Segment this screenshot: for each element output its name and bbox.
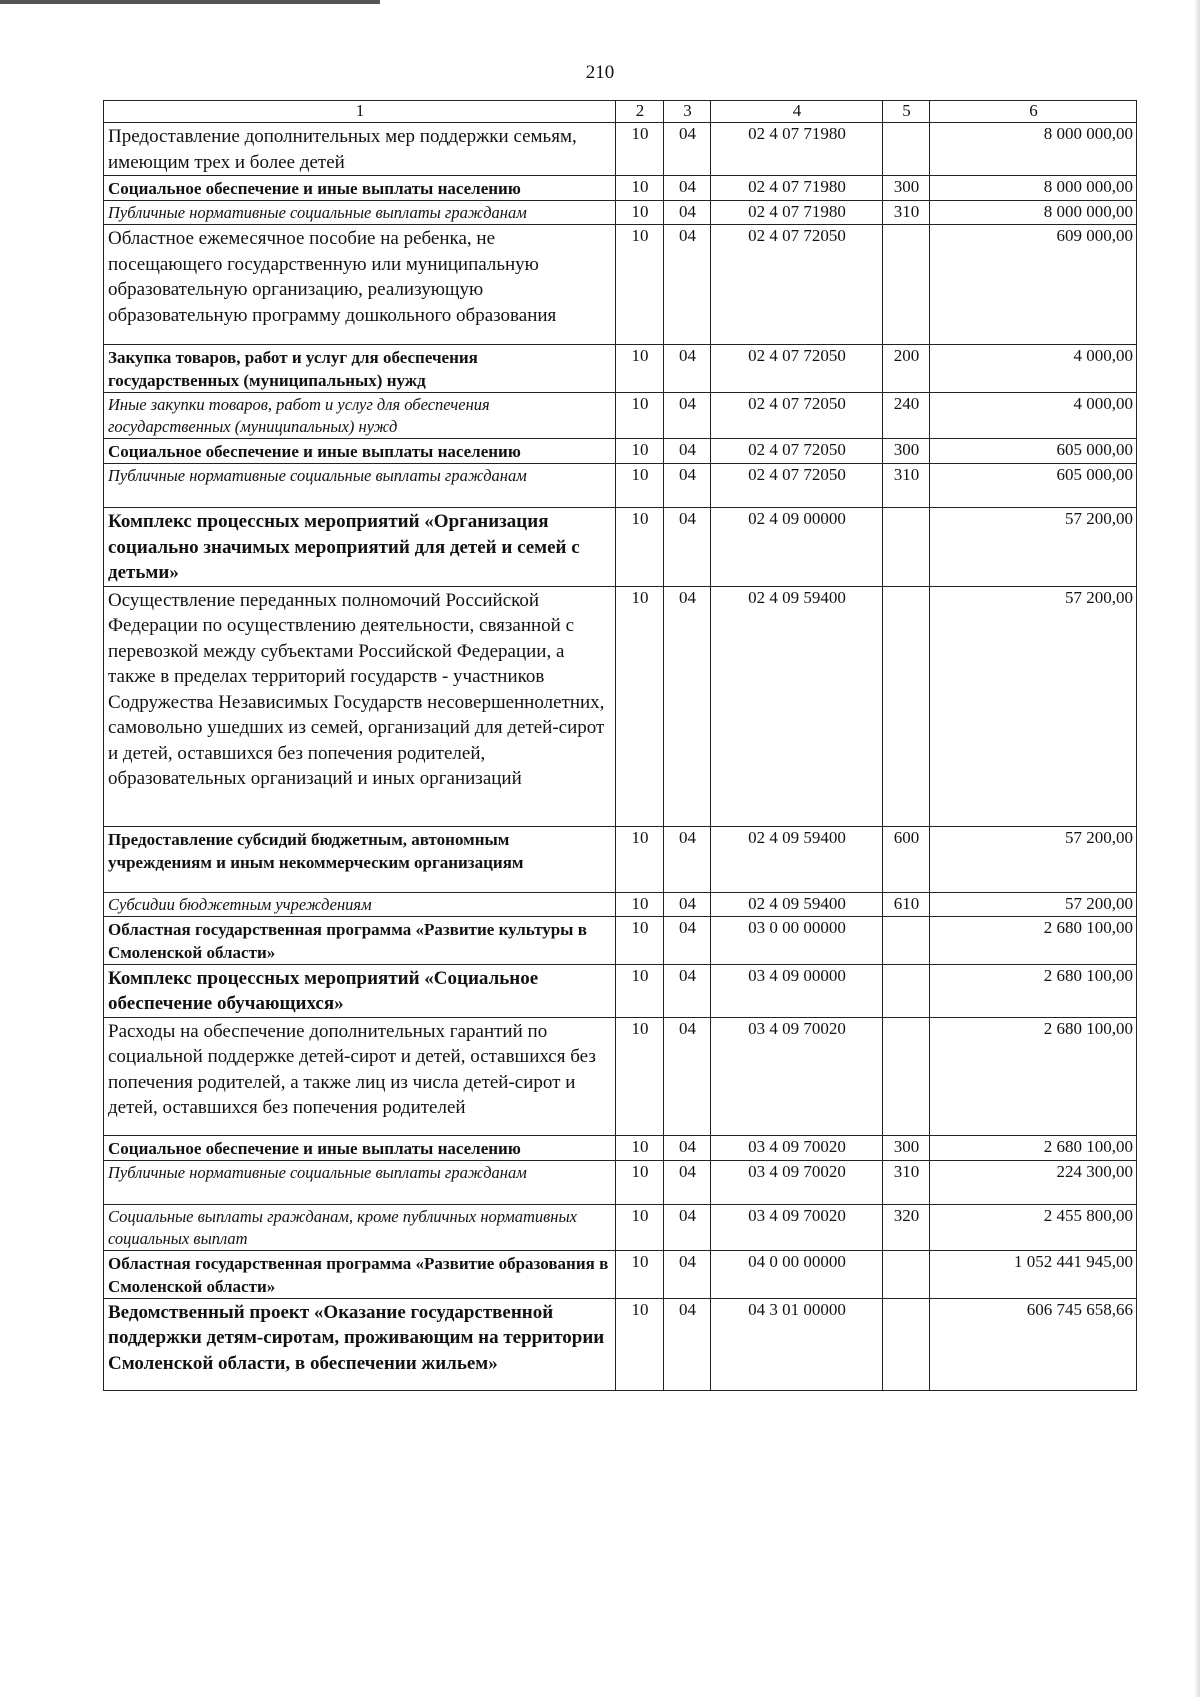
cell-amount: 609 000,00 xyxy=(930,225,1137,345)
cell-section: 10 xyxy=(616,225,664,345)
column-header-1: 1 xyxy=(104,101,616,123)
cell-target-article: 02 4 07 72050 xyxy=(711,393,883,439)
cell-amount: 2 680 100,00 xyxy=(930,916,1137,964)
cell-name: Расходы на обеспечение дополнительных гарантий по социальной поддержке детей-сирот и детей, оставшихся без попечения родителей, а также лиц из числа детей-сирот и детей, оставшихся без попечения родителей xyxy=(104,1017,616,1135)
cell-amount: 1 052 441 945,00 xyxy=(930,1250,1137,1298)
cell-target-article: 02 4 09 59400 xyxy=(711,826,883,892)
page-edge-shadow xyxy=(1194,0,1200,1697)
cell-expense-type xyxy=(883,225,930,345)
cell-target-article: 02 4 07 72050 xyxy=(711,464,883,508)
cell-subsection: 04 xyxy=(664,439,711,464)
cell-section: 10 xyxy=(616,1160,664,1204)
cell-section: 10 xyxy=(616,1298,664,1390)
cell-subsection: 04 xyxy=(664,508,711,587)
cell-expense-type xyxy=(883,964,930,1017)
table-row xyxy=(104,123,1137,176)
cell-name: Иные закупки товаров, работ и услуг для обеспечения государственных (муниципальных) нужд xyxy=(104,393,616,439)
table-row xyxy=(104,393,1137,439)
cell-expense-type: 200 xyxy=(883,345,930,393)
cell-section: 10 xyxy=(616,345,664,393)
cell-amount: 605 000,00 xyxy=(930,439,1137,464)
cell-section: 10 xyxy=(616,586,664,826)
header-row xyxy=(104,101,1137,123)
cell-name: Комплекс процессных мероприятий «Социальное обеспечение обучающихся» xyxy=(104,964,616,1017)
table-row xyxy=(104,964,1137,1017)
cell-section: 10 xyxy=(616,176,664,201)
cell-target-article: 02 4 07 71980 xyxy=(711,123,883,176)
cell-amount: 57 200,00 xyxy=(930,826,1137,892)
cell-section: 10 xyxy=(616,892,664,916)
cell-target-article: 02 4 07 72050 xyxy=(711,225,883,345)
cell-amount: 224 300,00 xyxy=(930,1160,1137,1204)
budget-table xyxy=(103,100,1137,1391)
cell-expense-type xyxy=(883,1250,930,1298)
cell-target-article: 02 4 07 71980 xyxy=(711,201,883,225)
cell-amount: 2 455 800,00 xyxy=(930,1204,1137,1250)
cell-target-article: 04 0 00 00000 xyxy=(711,1250,883,1298)
column-header-2: 2 xyxy=(616,101,664,123)
cell-section: 10 xyxy=(616,826,664,892)
cell-amount: 57 200,00 xyxy=(930,586,1137,826)
cell-name: Областная государственная программа «Развитие образования в Смоленской области» xyxy=(104,1250,616,1298)
cell-target-article: 04 3 01 00000 xyxy=(711,1298,883,1390)
cell-subsection: 04 xyxy=(664,201,711,225)
cell-subsection: 04 xyxy=(664,176,711,201)
cell-section: 10 xyxy=(616,964,664,1017)
cell-name: Ведомственный проект «Оказание государственной поддержки детям-сиротам, проживающим на территории Смоленской области, в обеспечении жильем» xyxy=(104,1298,616,1390)
cell-section: 10 xyxy=(616,464,664,508)
cell-expense-type: 300 xyxy=(883,1135,930,1160)
cell-name: Публичные нормативные социальные выплаты гражданам xyxy=(104,1160,616,1204)
cell-subsection: 04 xyxy=(664,892,711,916)
cell-amount: 57 200,00 xyxy=(930,508,1137,587)
table-row xyxy=(104,1017,1137,1135)
page-number: 210 xyxy=(585,62,615,83)
cell-subsection: 04 xyxy=(664,1298,711,1390)
cell-expense-type xyxy=(883,1298,930,1390)
cell-expense-type: 310 xyxy=(883,1160,930,1204)
cell-subsection: 04 xyxy=(664,393,711,439)
cell-name: Социальные выплаты гражданам, кроме публичных нормативных социальных выплат xyxy=(104,1204,616,1250)
cell-subsection: 04 xyxy=(664,1250,711,1298)
cell-expense-type: 300 xyxy=(883,176,930,201)
table-header xyxy=(104,101,1137,123)
table-row xyxy=(104,1135,1137,1160)
cell-subsection: 04 xyxy=(664,916,711,964)
table-row xyxy=(104,464,1137,508)
cell-expense-type xyxy=(883,123,930,176)
table-row xyxy=(104,1204,1137,1250)
cell-expense-type xyxy=(883,1017,930,1135)
cell-subsection: 04 xyxy=(664,1135,711,1160)
cell-subsection: 04 xyxy=(664,586,711,826)
cell-amount: 2 680 100,00 xyxy=(930,1135,1137,1160)
cell-target-article: 02 4 07 71980 xyxy=(711,176,883,201)
cell-expense-type: 240 xyxy=(883,393,930,439)
cell-amount: 8 000 000,00 xyxy=(930,123,1137,176)
cell-section: 10 xyxy=(616,123,664,176)
cell-target-article: 03 4 09 70020 xyxy=(711,1160,883,1204)
cell-amount: 605 000,00 xyxy=(930,464,1137,508)
cell-expense-type: 600 xyxy=(883,826,930,892)
cell-name: Субсидии бюджетным учреждениям xyxy=(104,892,616,916)
cell-amount: 2 680 100,00 xyxy=(930,964,1137,1017)
cell-target-article: 02 4 09 00000 xyxy=(711,508,883,587)
cell-expense-type: 610 xyxy=(883,892,930,916)
cell-section: 10 xyxy=(616,1017,664,1135)
table-row xyxy=(104,345,1137,393)
table-row xyxy=(104,826,1137,892)
cell-section: 10 xyxy=(616,1204,664,1250)
cell-target-article: 03 4 09 70020 xyxy=(711,1204,883,1250)
cell-expense-type: 300 xyxy=(883,439,930,464)
cell-amount: 8 000 000,00 xyxy=(930,201,1137,225)
cell-name: Осуществление переданных полномочий Российской Федерации по осуществлению деятельности, связанной с перевозкой между субъектами Российской Федерации, а также в пределах территорий государств - участников Содружества Независимых Государств несовершеннолетних, самовольно ушедших из семей, организаций для детей-сирот и детей, оставшихся без попечения родителей, образовательных организаций и иных организаций xyxy=(104,586,616,826)
cell-target-article: 02 4 09 59400 xyxy=(711,892,883,916)
column-header-5: 5 xyxy=(883,101,930,123)
cell-section: 10 xyxy=(616,393,664,439)
table-row xyxy=(104,201,1137,225)
cell-section: 10 xyxy=(616,1135,664,1160)
cell-subsection: 04 xyxy=(664,826,711,892)
cell-section: 10 xyxy=(616,1250,664,1298)
cell-name: Областная государственная программа «Развитие культуры в Смоленской области» xyxy=(104,916,616,964)
cell-expense-type: 310 xyxy=(883,201,930,225)
table-row xyxy=(104,916,1137,964)
column-header-6: 6 xyxy=(930,101,1137,123)
cell-name: Социальное обеспечение и иные выплаты населению xyxy=(104,439,616,464)
cell-subsection: 04 xyxy=(664,1017,711,1135)
cell-amount: 8 000 000,00 xyxy=(930,176,1137,201)
cell-subsection: 04 xyxy=(664,1204,711,1250)
cell-target-article: 03 4 09 70020 xyxy=(711,1135,883,1160)
table-row xyxy=(104,1250,1137,1298)
cell-name: Социальное обеспечение и иные выплаты населению xyxy=(104,176,616,201)
cell-amount: 2 680 100,00 xyxy=(930,1017,1137,1135)
table-row xyxy=(104,1298,1137,1390)
cell-name: Закупка товаров, работ и услуг для обеспечения государственных (муниципальных) нужд xyxy=(104,345,616,393)
cell-amount: 606 745 658,66 xyxy=(930,1298,1137,1390)
table-row xyxy=(104,1160,1137,1204)
cell-name: Предоставление дополнительных мер поддержки семьям, имеющим трех и более детей xyxy=(104,123,616,176)
cell-expense-type: 310 xyxy=(883,464,930,508)
cell-expense-type xyxy=(883,586,930,826)
cell-expense-type xyxy=(883,916,930,964)
cell-target-article: 02 4 09 59400 xyxy=(711,586,883,826)
cell-target-article: 03 4 09 00000 xyxy=(711,964,883,1017)
cell-name: Социальное обеспечение и иные выплаты населению xyxy=(104,1135,616,1160)
cell-subsection: 04 xyxy=(664,464,711,508)
cell-target-article: 03 0 00 00000 xyxy=(711,916,883,964)
table-body xyxy=(104,123,1137,1391)
cell-subsection: 04 xyxy=(664,345,711,393)
table-row xyxy=(104,508,1137,587)
cell-name: Публичные нормативные социальные выплаты гражданам xyxy=(104,464,616,508)
column-header-3: 3 xyxy=(664,101,711,123)
table-row xyxy=(104,439,1137,464)
table-row xyxy=(104,225,1137,345)
cell-subsection: 04 xyxy=(664,123,711,176)
table-row xyxy=(104,586,1137,826)
cell-subsection: 04 xyxy=(664,964,711,1017)
cell-subsection: 04 xyxy=(664,1160,711,1204)
cell-amount: 4 000,00 xyxy=(930,393,1137,439)
cell-section: 10 xyxy=(616,916,664,964)
table-row xyxy=(104,176,1137,201)
cell-section: 10 xyxy=(616,508,664,587)
cell-amount: 57 200,00 xyxy=(930,892,1137,916)
cell-target-article: 03 4 09 70020 xyxy=(711,1017,883,1135)
cell-amount: 4 000,00 xyxy=(930,345,1137,393)
cell-expense-type: 320 xyxy=(883,1204,930,1250)
table-row xyxy=(104,892,1137,916)
cell-name: Комплекс процессных мероприятий «Организация социально значимых мероприятий для детей и семей с детьми» xyxy=(104,508,616,587)
scan-edge xyxy=(0,0,380,4)
cell-name: Предоставление субсидий бюджетным, автономным учреждениям и иным некоммерческим организациям xyxy=(104,826,616,892)
cell-target-article: 02 4 07 72050 xyxy=(711,439,883,464)
cell-name: Публичные нормативные социальные выплаты гражданам xyxy=(104,201,616,225)
cell-target-article: 02 4 07 72050 xyxy=(711,345,883,393)
cell-subsection: 04 xyxy=(664,225,711,345)
cell-expense-type xyxy=(883,508,930,587)
cell-name: Областное ежемесячное пособие на ребенка, не посещающего государственную или муниципальную образовательную организацию, реализующую образовательную программу дошкольного образования xyxy=(104,225,616,345)
column-header-4: 4 xyxy=(711,101,883,123)
cell-section: 10 xyxy=(616,439,664,464)
cell-section: 10 xyxy=(616,201,664,225)
